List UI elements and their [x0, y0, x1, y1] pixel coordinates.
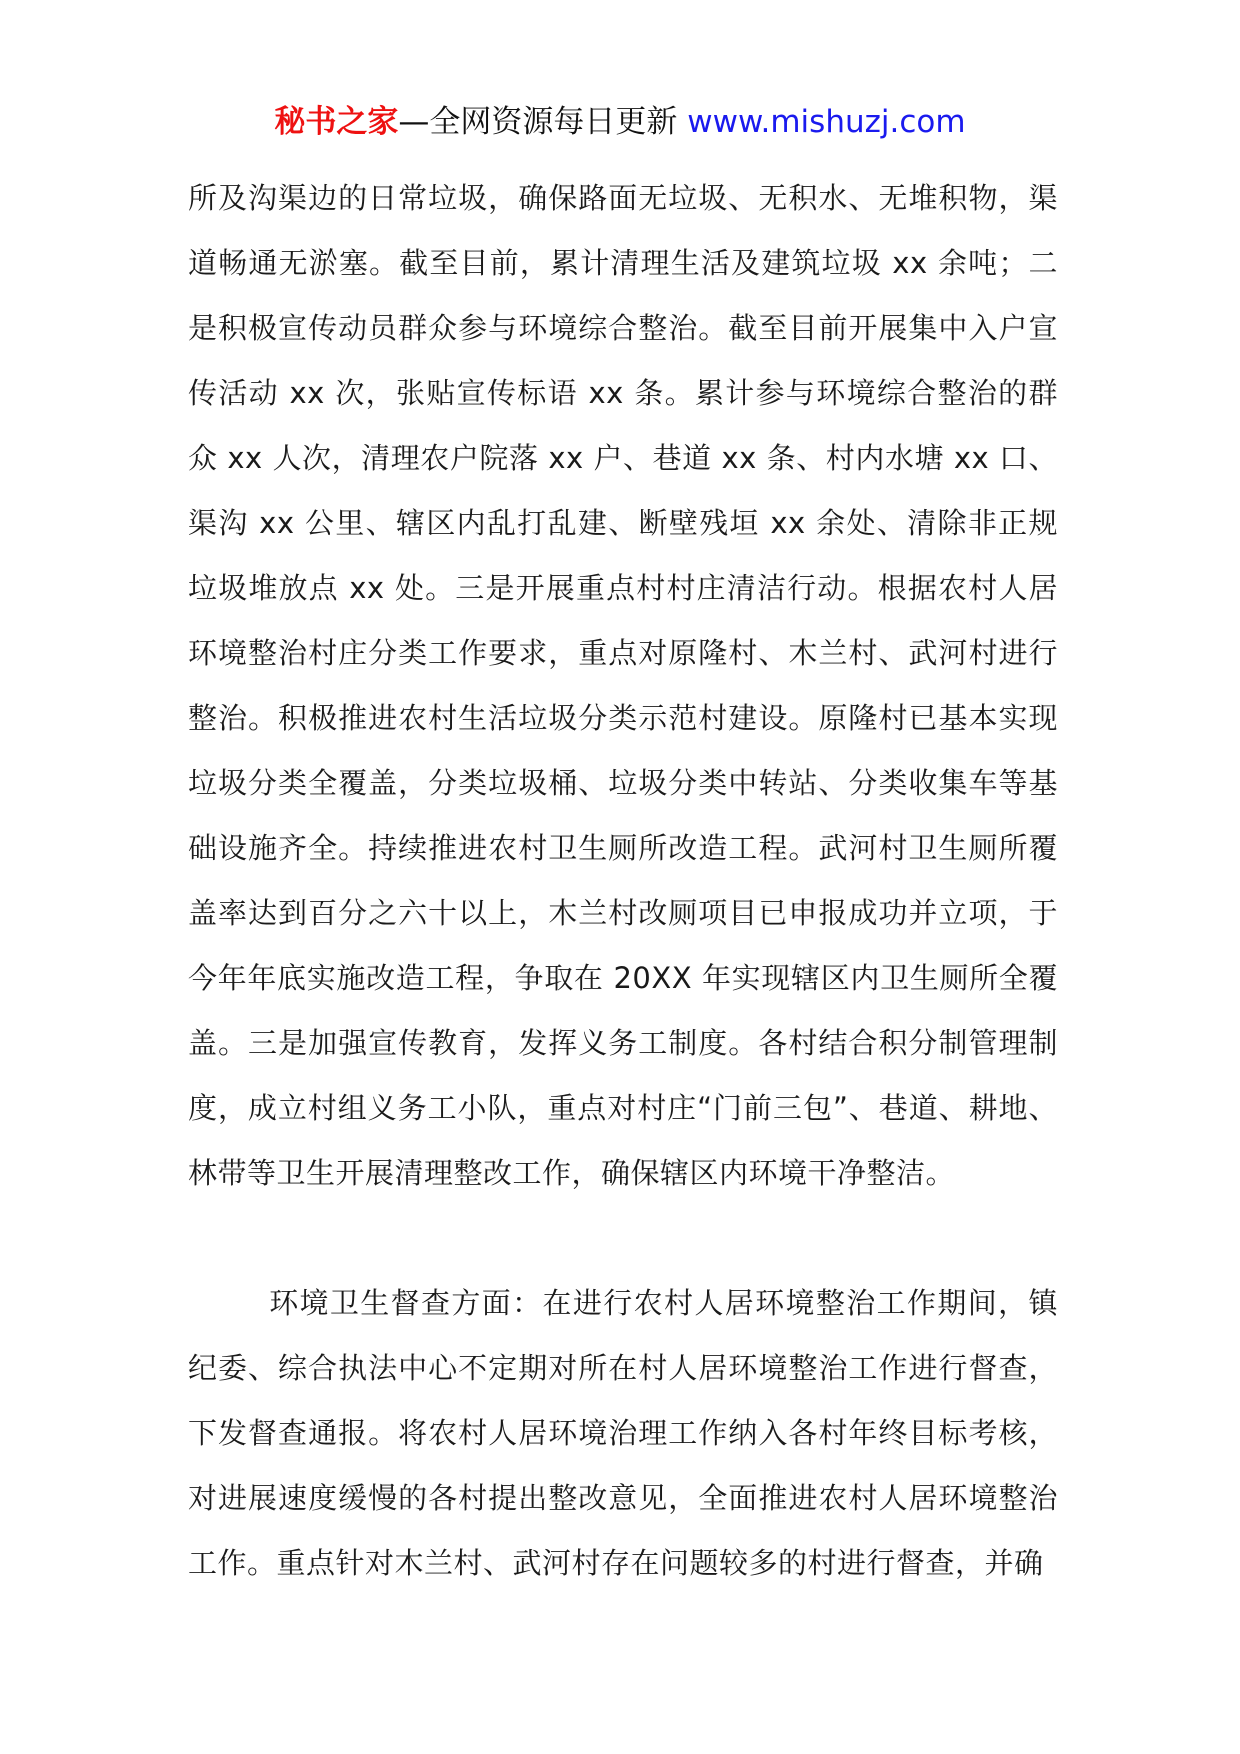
- paragraph: 所及沟渠边的日常垃圾，确保路面无垃圾、无积水、无堆积物，渠道畅通无淤塞。截至目前，累计清理生活及建筑垃圾 xx 余吨；二是积极宣传动员群众参与环境综合整治。截至目前开展集中入户宣传活动 xx 次，张贴宣传标语 xx 条。累计参与环境综合整治的群众 xx 人次，清理农户院落 xx 户、巷道 xx 条、村内水塘 xx 口、渠沟 xx 公里、辖区内乱打乱建、断壁残垣 xx 余处、清除非正规垃圾堆放点 xx 处。三是开展重点村村庄清洁行动。根据农村人居环境整治村庄分类工作要求，重点对原隆村、木兰村、武河村进行整治。积极推进农村生活垃圾分类示范村建设。原隆村已基本实现垃圾分类全覆盖，分类垃圾桶、垃圾分类中转站、分类收集车等基础设施齐全。持续推进农村卫生厕所改造工程。武河村卫生厕所覆盖率达到百分之六十以上，木兰村改厕项目已申报成功并立项，于今年年底实施改造工程，争取在 20XX 年实现辖区内卫生厕所全覆盖。三是加强宣传教育，发挥义务工制度。各村结合积分制管理制度，成立村组义务工小队，重点对村庄“门前三包”、巷道、耕地、林带等卫生开展清理整改工作，确保辖区内环境干净整洁。: [188, 181, 1058, 1190]
- page-header: [0, 100, 1240, 144]
- website-url[interactable]: www.mishuzj.com: [687, 104, 966, 140]
- brand-name: 秘书之家: [274, 104, 399, 140]
- document-body: [188, 166, 1058, 1596]
- header-tagline: —全网资源每日更新: [398, 104, 678, 140]
- paragraph: 环境卫生督查方面：在进行农村人居环境整治工作期间，镇纪委、综合执法中心不定期对所在村人居环境整治工作进行督查，下发督查通报。将农村人居环境治理工作纳入各村年终目标考核，对进展速度缓慢的各村提出整改意见，全面推进农村人居环境整治工作。重点针对木兰村、武河村存在问题较多的村进行督查，并确: [188, 1286, 1058, 1580]
